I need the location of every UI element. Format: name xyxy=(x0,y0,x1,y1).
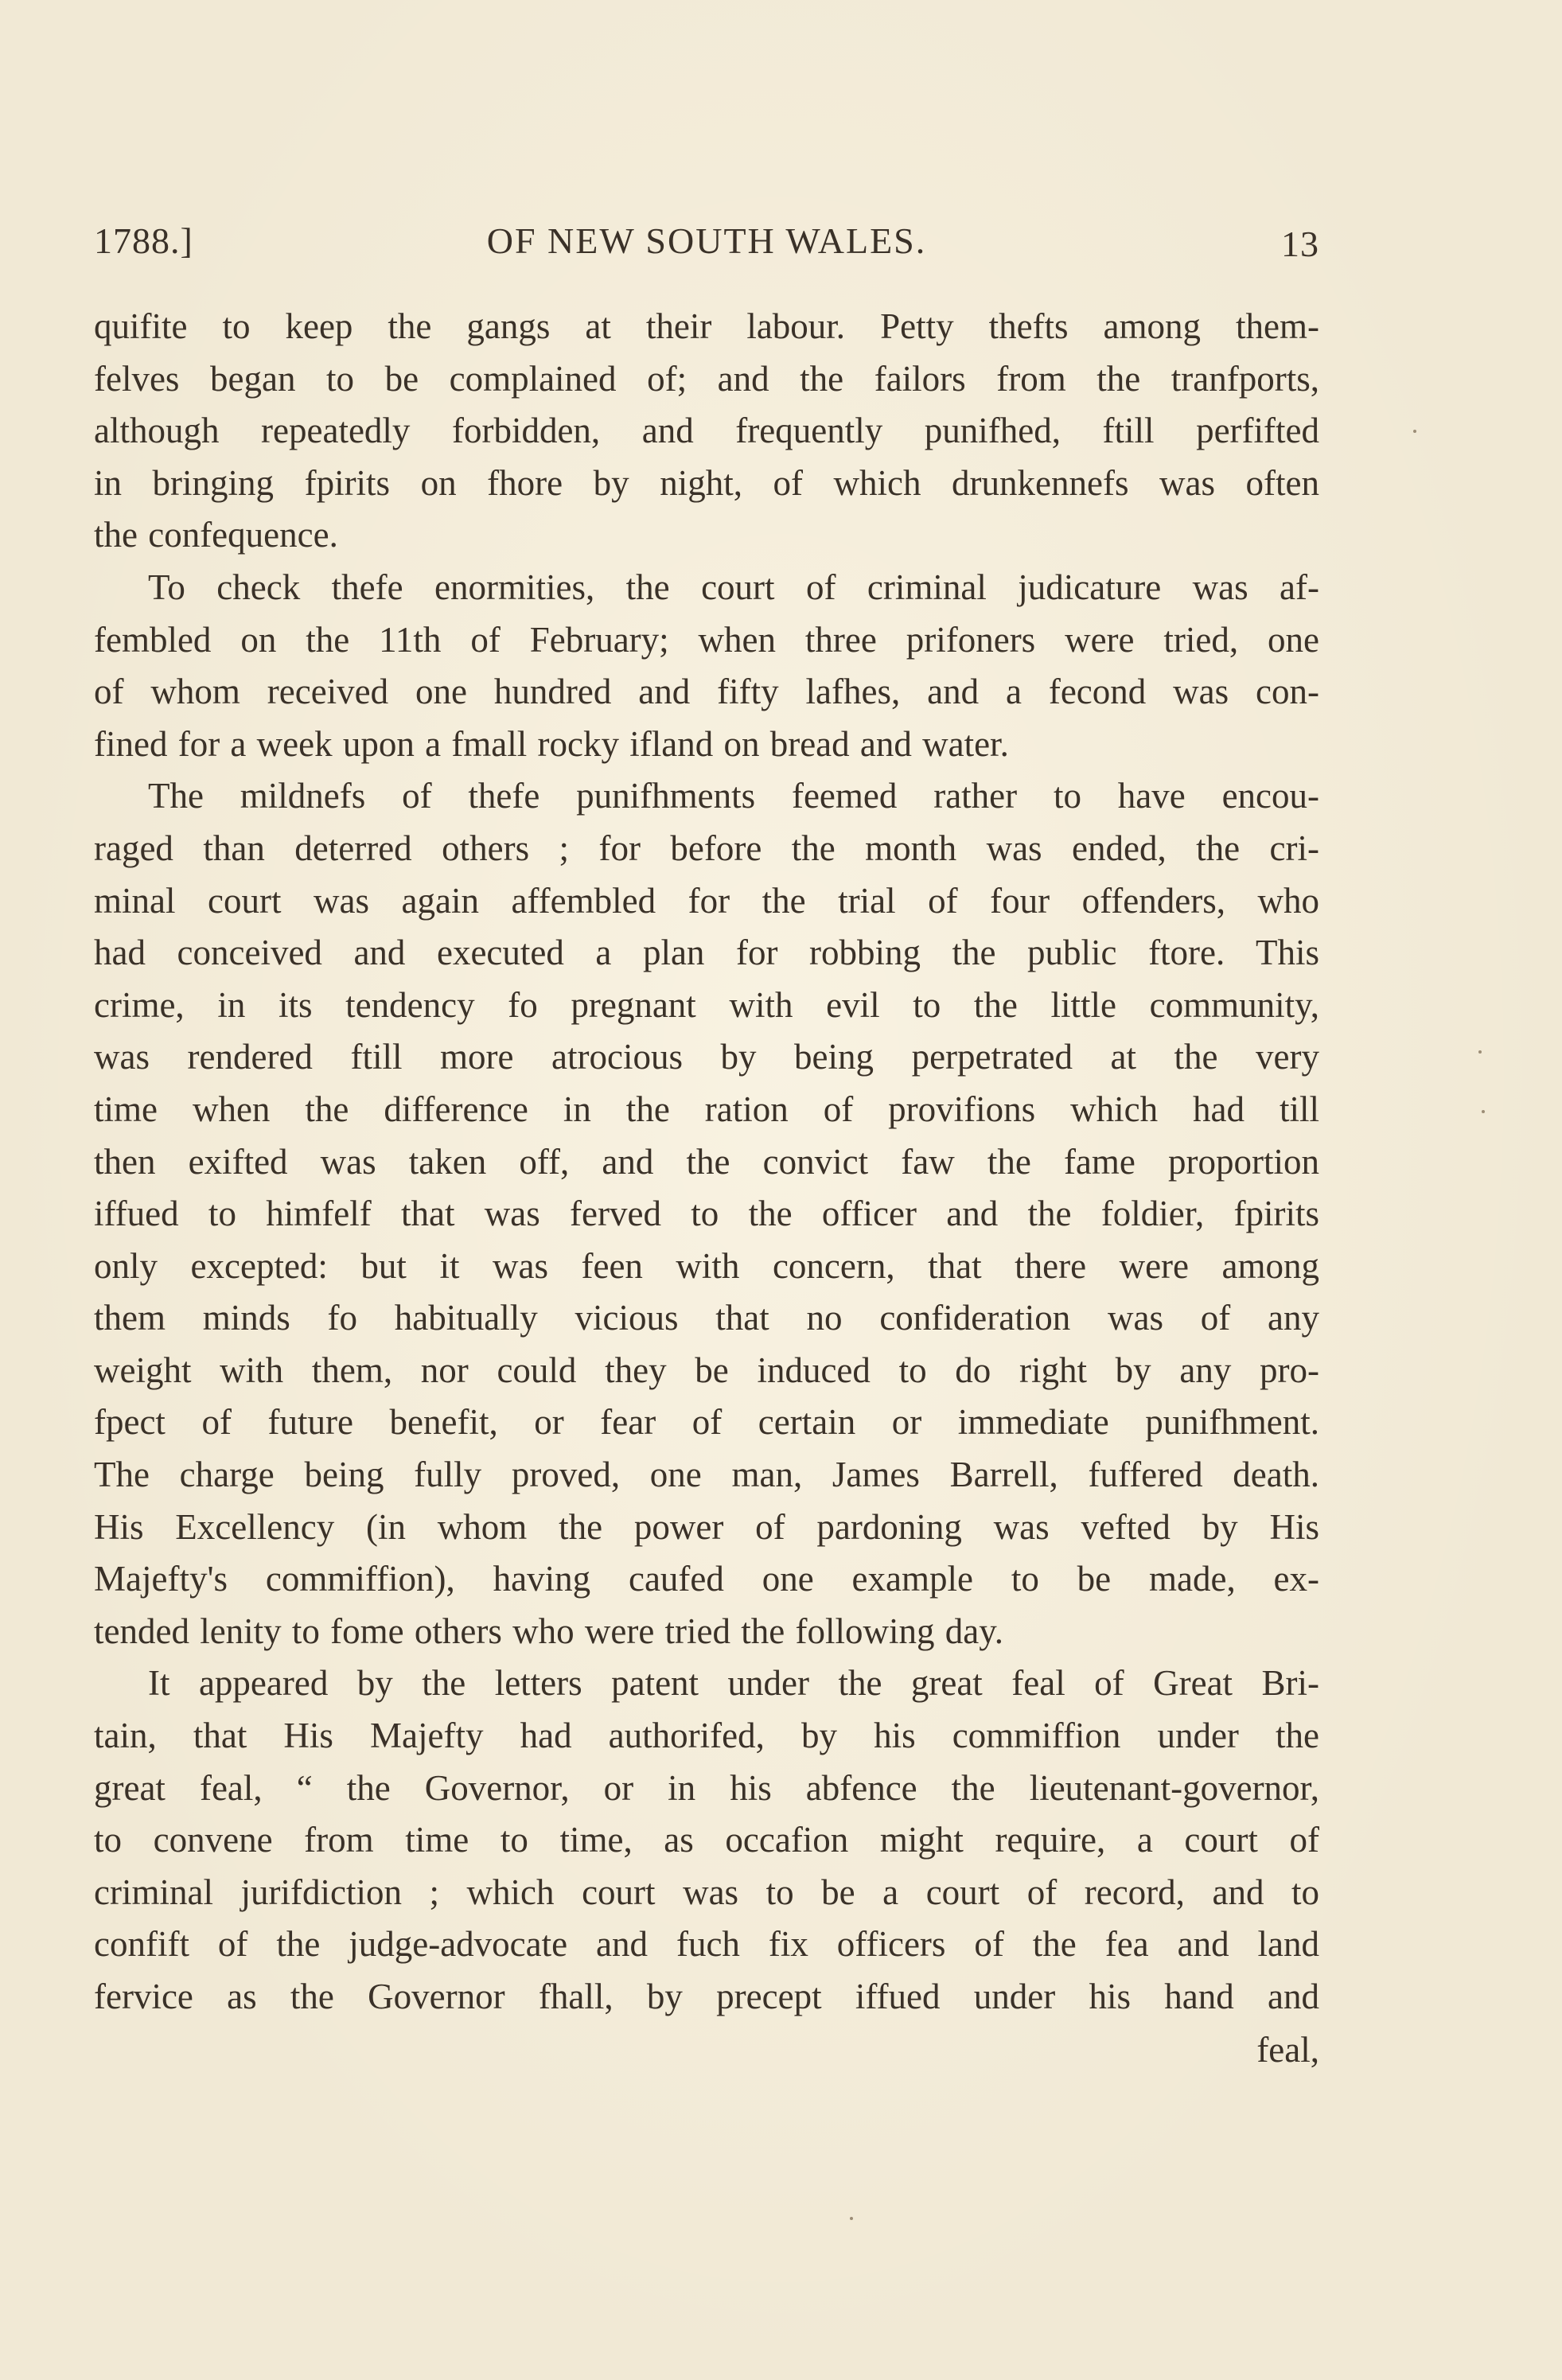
text-line: tended lenity to fome others who were tried the following day. xyxy=(94,1611,1004,1651)
text-line: confift of the judge-advocate and fuch fix officers of the fea and land xyxy=(94,1924,1319,1965)
text-line: weight with them, nor could they be induced to do right by any pro- xyxy=(94,1350,1319,1390)
text-line: minal court was again affembled for the trial of four offenders, who xyxy=(94,880,1319,921)
running-head xyxy=(94,213,1319,269)
text-line: fined for a week upon a fmall rocky ifland on bread and water. xyxy=(94,723,1009,764)
text-line: in bringing fpirits on fhore by night, of which drunkennefs was often xyxy=(94,462,1319,503)
text-line: fpect of future benefit, or fear of certain or immediate punifhment. xyxy=(94,1402,1319,1443)
text-line: raged than deterred others ; for before the month was ended, the cri- xyxy=(94,828,1319,868)
text-line: great feal, “ the Governor, or in his abfence the lieutenant-governor, xyxy=(94,1767,1319,1808)
text-line: only excepted: but it was feen with concern, that there were among xyxy=(94,1245,1319,1286)
text-line: Majefty's commiffion), having caufed one example to be made, ex- xyxy=(94,1559,1319,1599)
text-line: had conceived and executed a plan for robbing the public ftore. This xyxy=(94,933,1319,973)
text-line: felves began to be complained of; and the failors from the tranfports, xyxy=(94,358,1319,399)
text-line: time when the difference in the ration of provifions which had till xyxy=(94,1089,1319,1129)
text-line: fembled on the 11th of February; when three prifoners were tried, one xyxy=(94,619,1319,660)
paragraph-start-line: The mildnefs of thefe punifhments feemed rather to have encou- xyxy=(148,776,1319,816)
paper-speck xyxy=(1478,1050,1482,1054)
text-line: The charge being fully proved, one man, James Barrell, fuffered death. xyxy=(94,1455,1319,1495)
text-line: the confequence. xyxy=(94,515,338,555)
text-line: iffued to himfelf that was ferved to the officer and the foldier, fpirits xyxy=(94,1194,1319,1234)
running-head-year: 1788.] xyxy=(94,220,193,261)
text-line: although repeatedly forbidden, and frequently punifhed, ftill perfifted xyxy=(94,411,1319,451)
text-line: tain, that His Majefty had authorifed, by his commiffion under the xyxy=(94,1716,1319,1756)
paper-speck xyxy=(1482,1110,1485,1113)
paragraph-start-line: It appeared by the letters patent under the great feal of Great Bri- xyxy=(148,1663,1319,1704)
text-line: quifite to keep the gangs at their labour. Petty thefts among them- xyxy=(94,306,1319,346)
text-line: criminal jurifdiction ; which court was to be a court of record, and to xyxy=(94,1872,1319,1912)
text-line: them minds fo habitually vicious that no confideration was of any xyxy=(94,1298,1319,1338)
text-line: crime, in its tendency fo pregnant with evil to the little community, xyxy=(94,984,1319,1025)
paragraph-start-line: To check thefe enormities, the court of criminal judicature was af- xyxy=(148,567,1319,607)
page-number: 13 xyxy=(1281,224,1319,264)
text-line: to convene from time to time, as occafion might require, a court of xyxy=(94,1820,1319,1860)
text-line: of whom received one hundred and fifty lafhes, and a fecond was con- xyxy=(94,672,1319,712)
paper-speck xyxy=(1413,430,1416,433)
text-line: was rendered ftill more atrocious by being perpetrated at the very xyxy=(94,1037,1319,1077)
paper-speck xyxy=(850,2217,853,2220)
text-line: fervice as the Governor fhall, by precept iffued under his hand and xyxy=(94,1977,1319,2016)
text-line: His Excellency (in whom the power of pardoning was vefted by His xyxy=(94,1506,1319,1547)
body-text xyxy=(94,301,1319,2024)
catchword: feal, xyxy=(1256,2030,1319,2070)
text-line: then exifted was taken off, and the convict faw the fame proportion xyxy=(94,1141,1319,1182)
running-head-title: OF NEW SOUTH WALES. xyxy=(486,220,927,261)
